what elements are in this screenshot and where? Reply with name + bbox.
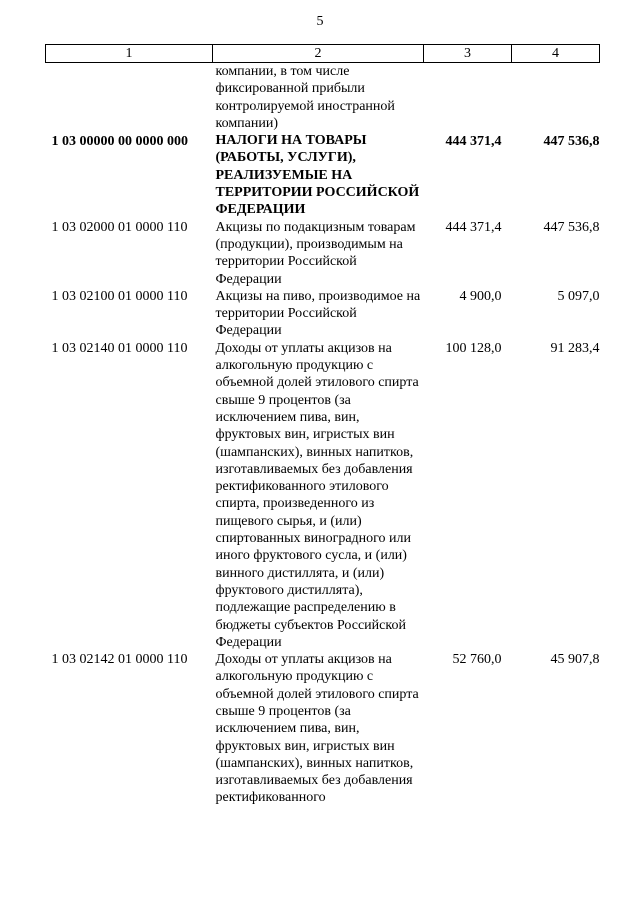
value-col4-cell: 91 283,4: [550, 340, 600, 356]
page-number: 5: [316, 14, 324, 29]
budget-code-cell: 1 03 02142 01 0000 110: [51, 652, 188, 668]
value-col3-cell: 4 900,0: [459, 288, 502, 304]
column-header-3: 3: [424, 45, 512, 63]
table-row: [46, 219, 600, 288]
value-col3-cell: 100 128,0: [445, 340, 502, 356]
value-col3-cell: 52 760,0: [452, 652, 502, 668]
value-col3-cell: [424, 63, 512, 133]
revenue-table: [45, 44, 600, 807]
table-row: [46, 63, 600, 133]
budget-code-cell: 1 03 00000 00 0000 000: [51, 134, 188, 150]
column-header-1: 1: [46, 45, 213, 63]
table-row: [46, 132, 600, 218]
budget-code-cell: 1 03 02140 01 0000 110: [51, 340, 188, 356]
item-name-cell: Доходы от уплаты акцизов на алкогольную продукцию с объемной долей этилового спирта свыше 9 процентов (за исключением пива, вин, фруктовых вин, игристых вин (шампанских), винных напитков, изготавливаемых без добавления ректификованного: [215, 652, 419, 806]
value-col4-cell: 45 907,8: [550, 652, 600, 668]
table-row: [46, 651, 600, 807]
column-header-4: 4: [512, 45, 600, 63]
value-col3-cell: 444 371,4: [445, 134, 502, 150]
item-name-cell: Акцизы по подакцизным товарам (продукции), производимым на территории Российской Федерации: [215, 219, 416, 287]
value-col4-cell: 447 536,8: [543, 219, 600, 235]
item-name-cell: НАЛОГИ НА ТОВАРЫ (РАБОТЫ, УСЛУГИ), РЕАЛИЗУЕМЫЕ НА ТЕРРИТОРИИ РОССИЙСКОЙ ФЕДЕРАЦИИ: [215, 133, 420, 218]
value-col4-cell: 5 097,0: [557, 288, 600, 304]
budget-code-cell: 1 03 02000 01 0000 110: [51, 219, 188, 235]
value-col4-cell: [512, 63, 600, 133]
table-row: [46, 340, 600, 651]
table-body: [46, 63, 600, 807]
value-col3-cell: 444 371,4: [445, 219, 502, 235]
column-header-2: 2: [213, 45, 424, 63]
item-name-cell: Доходы от уплаты акцизов на алкогольную продукцию с объемной долей этилового спирта свыше 9 процентов (за исключением пива, вин, фруктовых вин, игристых вин (шампанских), винных напитков, изготавливаемых без добавления ректификованного этилового спирта, произведенного из пищевого сырья, и (или) спиртованных виноградного или иного фруктового сусла, и (или) винного дистиллята, и (или) фруктового дистиллята), подлежащие распределению в бюджеты субъектов Российской Федерации: [215, 340, 419, 650]
table-row: [46, 288, 600, 340]
item-name-cell: компании, в том числе фиксированной прибыли контролируемой иностранной компании): [215, 64, 395, 131]
table-header-row: [46, 45, 600, 63]
value-col4-cell: 447 536,8: [543, 134, 600, 150]
budget-code-cell: 1 03 02100 01 0000 110: [51, 288, 188, 304]
budget-code-cell: [46, 63, 213, 133]
item-name-cell: Акцизы на пиво, производимое на территории Российской Федерации: [215, 288, 421, 339]
